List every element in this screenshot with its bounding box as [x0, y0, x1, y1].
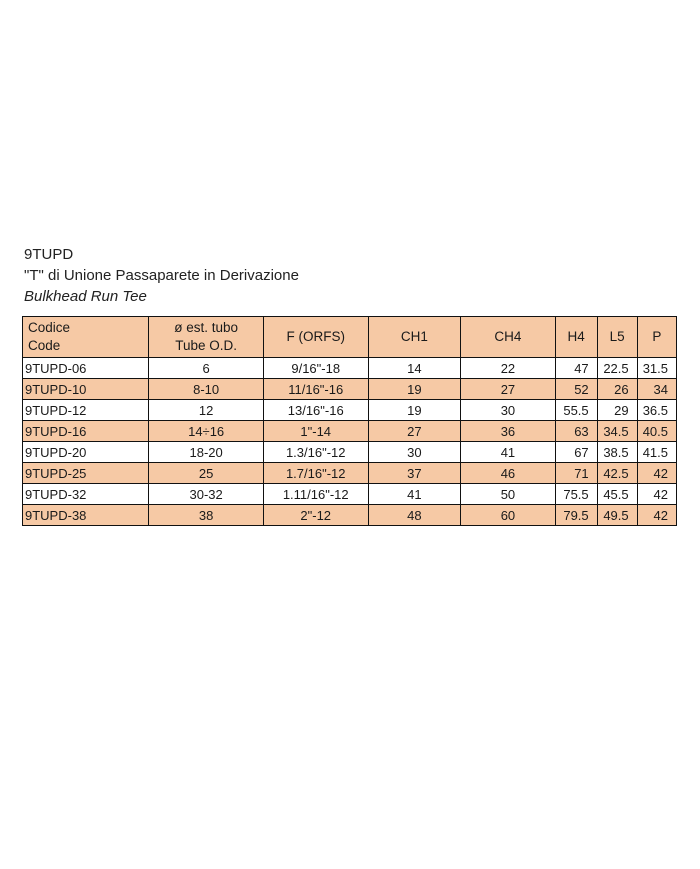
cell-ch4: 36 [461, 421, 556, 442]
cell-h4: 47 [555, 358, 597, 379]
cell-ch1: 48 [368, 505, 461, 526]
cell-h4: 55.5 [555, 400, 597, 421]
cell-ch1: 27 [368, 421, 461, 442]
cell-l5: 45.5 [597, 484, 637, 505]
cell-ch1: 14 [368, 358, 461, 379]
cell-f-orfs: 1.11/16"-12 [263, 484, 368, 505]
product-header [24, 244, 299, 307]
column-header-code: Codice Code [23, 317, 149, 358]
cell-l5: 22.5 [597, 358, 637, 379]
cell-tube-od: 25 [149, 463, 263, 484]
cell-ch4: 46 [461, 463, 556, 484]
cell-ch4: 27 [461, 379, 556, 400]
column-header-p: P [637, 317, 676, 358]
table-row [23, 484, 677, 505]
cell-l5: 34.5 [597, 421, 637, 442]
cell-l5: 49.5 [597, 505, 637, 526]
cell-tube-od: 12 [149, 400, 263, 421]
table-row [23, 442, 677, 463]
table-row [23, 463, 677, 484]
column-header-ch4: CH4 [461, 317, 556, 358]
cell-l5: 42.5 [597, 463, 637, 484]
cell-f-orfs: 1.3/16"-12 [263, 442, 368, 463]
column-header-tube-od: ø est. tubo Tube O.D. [149, 317, 263, 358]
cell-code: 9TUPD-10 [23, 379, 149, 400]
column-header-f-orfs: F (ORFS) [263, 317, 368, 358]
product-code: 9TUPD [24, 246, 74, 263]
cell-ch4: 60 [461, 505, 556, 526]
cell-h4: 67 [555, 442, 597, 463]
cell-code: 9TUPD-32 [23, 484, 149, 505]
table-row [23, 400, 677, 421]
cell-ch1: 19 [368, 400, 461, 421]
cell-h4: 63 [555, 421, 597, 442]
table-body [23, 358, 677, 526]
table-row [23, 379, 677, 400]
cell-f-orfs: 2"-12 [263, 505, 368, 526]
cell-ch4: 30 [461, 400, 556, 421]
cell-p: 42 [637, 484, 676, 505]
cell-p: 36.5 [637, 400, 676, 421]
cell-p: 42 [637, 463, 676, 484]
cell-code: 9TUPD-38 [23, 505, 149, 526]
spec-table [22, 316, 677, 526]
cell-p: 40.5 [637, 421, 676, 442]
cell-ch1: 30 [368, 442, 461, 463]
cell-tube-od: 14÷16 [149, 421, 263, 442]
cell-l5: 38.5 [597, 442, 637, 463]
cell-p: 41.5 [637, 442, 676, 463]
cell-tube-od: 18-20 [149, 442, 263, 463]
cell-ch1: 37 [368, 463, 461, 484]
cell-ch4: 41 [461, 442, 556, 463]
cell-l5: 29 [597, 400, 637, 421]
cell-tube-od: 30-32 [149, 484, 263, 505]
cell-f-orfs: 11/16"-16 [263, 379, 368, 400]
cell-ch4: 22 [461, 358, 556, 379]
cell-f-orfs: 9/16"-18 [263, 358, 368, 379]
cell-f-orfs: 1.7/16"-12 [263, 463, 368, 484]
cell-h4: 52 [555, 379, 597, 400]
table-row [23, 421, 677, 442]
cell-code: 9TUPD-06 [23, 358, 149, 379]
column-header-h4: H4 [555, 317, 597, 358]
cell-h4: 71 [555, 463, 597, 484]
cell-tube-od: 38 [149, 505, 263, 526]
column-header-l5: L5 [597, 317, 637, 358]
column-header-ch1: CH1 [368, 317, 461, 358]
cell-f-orfs: 1"-14 [263, 421, 368, 442]
cell-h4: 75.5 [555, 484, 597, 505]
cell-ch4: 50 [461, 484, 556, 505]
cell-f-orfs: 13/16"-16 [263, 400, 368, 421]
product-title-english: Bulkhead Run Tee [24, 288, 147, 305]
cell-tube-od: 6 [149, 358, 263, 379]
table-row [23, 505, 677, 526]
cell-code: 9TUPD-20 [23, 442, 149, 463]
cell-p: 42 [637, 505, 676, 526]
product-title-italian: "T" di Unione Passaparete in Derivazione [24, 267, 299, 284]
cell-code: 9TUPD-16 [23, 421, 149, 442]
cell-code: 9TUPD-25 [23, 463, 149, 484]
cell-tube-od: 8-10 [149, 379, 263, 400]
cell-h4: 79.5 [555, 505, 597, 526]
cell-ch1: 19 [368, 379, 461, 400]
cell-ch1: 41 [368, 484, 461, 505]
cell-code: 9TUPD-12 [23, 400, 149, 421]
cell-l5: 26 [597, 379, 637, 400]
cell-p: 31.5 [637, 358, 676, 379]
table-header [23, 317, 677, 358]
header-row [23, 317, 677, 358]
table-row [23, 358, 677, 379]
cell-p: 34 [637, 379, 676, 400]
